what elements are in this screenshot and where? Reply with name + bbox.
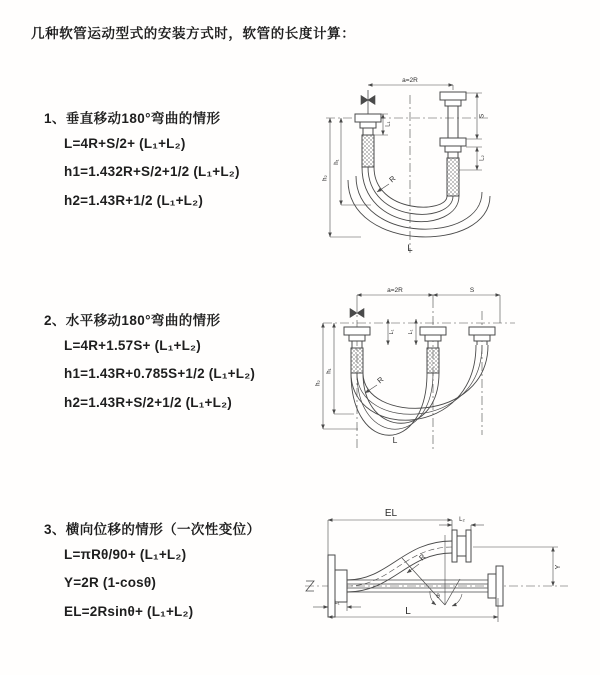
dim-label-s: S [469, 287, 475, 294]
left-flange [328, 555, 335, 617]
length-label: L [392, 435, 398, 445]
middle-flange [420, 327, 446, 335]
right-braid [447, 158, 459, 196]
section-1 [44, 107, 240, 210]
page-title: 几种软管运动型式的安装方式时，软管的长度计算： [31, 26, 356, 41]
section-2-heading: 2、水平移动180°弯曲的情形 [44, 313, 221, 328]
radius-label: R [417, 552, 428, 563]
section-3-heading: 3、横向位移的情形（一次性变位） [44, 522, 261, 537]
u-hose-curves [348, 167, 490, 237]
dim-label-l2: L₂ [459, 517, 465, 523]
formula-line: h2=1.43R+S/2+1/2 (L₁+L₂) [64, 394, 232, 410]
formula-line: h1=1.43R+0.785S+1/2 (L₁+L₂) [64, 366, 256, 381]
formula-line: Y=2R (1-cosθ) [64, 575, 157, 590]
left-flange [344, 327, 370, 335]
dimension-lines [323, 295, 500, 429]
dim-label-el: EL [384, 508, 398, 519]
left-flange [355, 114, 381, 122]
formula-line: L=πRθ/90+ (L₁+L₂) [64, 546, 187, 562]
dim-label-s: S [478, 113, 486, 119]
dim-label-l1-left: L₁ [389, 329, 395, 335]
dim-label-h1: h₁ [326, 368, 333, 374]
formula-line: h1=1.432R+S/2+1/2 (L₁+L₂) [64, 164, 240, 179]
dim-label-a2r: a=2R [402, 77, 418, 84]
section-2-formulas [64, 338, 255, 412]
hose-assembly [344, 309, 495, 436]
formula-line: L=4R+1.57S+ (L₁+L₂) [64, 337, 201, 353]
dim-label-l1: L₁ [334, 600, 340, 606]
dim-label-h1: h₁ [334, 159, 340, 165]
formula-line: h2=1.43R+1/2 (L₁+L₂) [64, 192, 204, 208]
hose-assembly [348, 90, 490, 237]
right-flange-upper [440, 92, 466, 100]
radius-label: R [387, 173, 398, 185]
left-braid [351, 348, 363, 373]
angle-label: θ [436, 593, 440, 600]
radius-label: R [375, 374, 386, 386]
section-1-heading: 1、垂直移动180°弯曲的情形 [44, 111, 221, 126]
section-3 [44, 518, 260, 621]
upper-flange [452, 530, 457, 562]
length-label: L [405, 606, 411, 617]
formula-line: L=4R+S/2+ (L₁+L₂) [64, 135, 186, 151]
right-flange [488, 574, 496, 598]
section-3-formulas [64, 547, 260, 621]
dim-label-y: Y [555, 564, 562, 570]
middle-braid [427, 348, 439, 373]
section-2 [44, 309, 255, 412]
section-1-formulas [64, 136, 240, 210]
diagram-vertical-180-bend [313, 70, 600, 265]
left-braid [362, 135, 374, 167]
right-flange [469, 327, 495, 335]
dimension-lines [313, 520, 558, 622]
dim-label-h2: h₂ [315, 380, 322, 386]
diagram-lateral-displacement [303, 505, 600, 650]
dim-label-l1: L₁ [385, 121, 392, 127]
u-hose-curves [351, 345, 488, 435]
length-label: L [407, 243, 413, 254]
diagram-horizontal-180-bend [310, 283, 600, 470]
formula-line: EL=2Rsinθ+ (L₁+L₂) [64, 603, 194, 619]
dim-label-a2r: a=2R [387, 287, 403, 294]
right-flange-lower [440, 138, 466, 146]
dim-label-l1-mid: L₁ [408, 329, 414, 335]
dim-label-l2: L₂ [479, 155, 486, 161]
centerlines [323, 299, 515, 451]
dim-label-h2: h₂ [322, 175, 329, 181]
